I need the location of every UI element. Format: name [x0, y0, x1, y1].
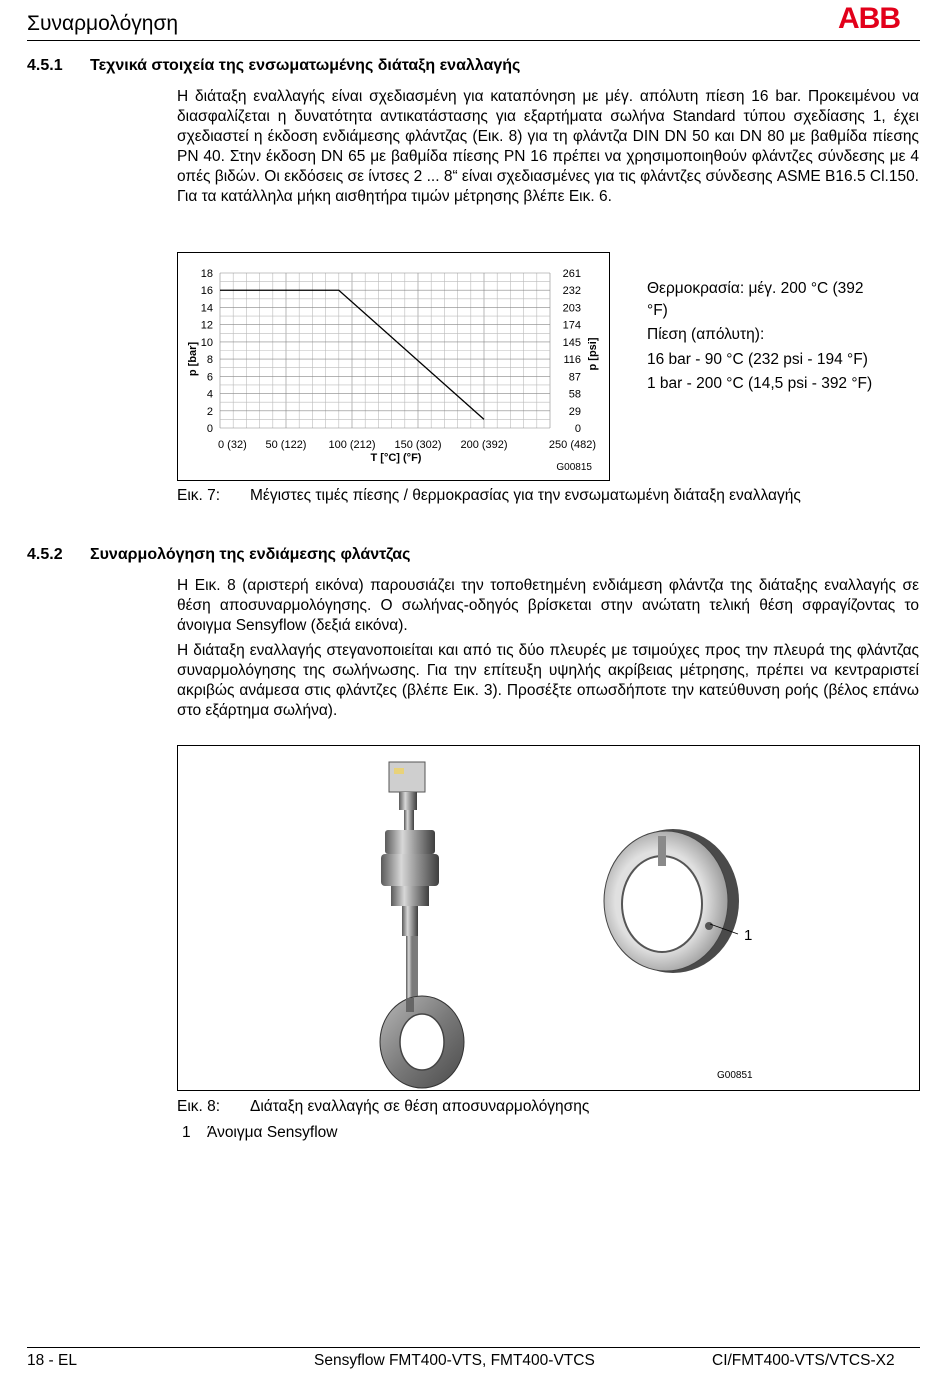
y2-tick-label: 174 — [562, 319, 581, 332]
y-tick-label: 0 — [206, 423, 213, 435]
callout-number: 1 — [744, 927, 753, 944]
y2-tick-label: 145 — [562, 336, 581, 349]
x-tick-label: 250 (482) — [548, 439, 596, 451]
flange-ring-image — [604, 829, 739, 973]
y2-tick-label: 203 — [562, 302, 581, 315]
figure-code: G00851 — [717, 1070, 753, 1081]
page-header-title: Συναρμολόγηση — [27, 12, 179, 35]
x-tick-label: 150 (302) — [394, 439, 442, 451]
x-tick-label: 50 (122) — [265, 439, 307, 451]
footer-divider — [27, 1347, 920, 1348]
chart-note-4: 16 bar - 90 °C (232 psi - 194 °F) — [647, 351, 868, 368]
y-tick-label: 8 — [206, 354, 213, 367]
chart-note-3: Πίεση (απόλυτη): — [647, 326, 765, 343]
chart-grid — [220, 273, 550, 428]
section-title-2: Συναρμολόγηση της ενδιάμεσης φλάντζας — [90, 546, 411, 563]
y-tick-label: 4 — [206, 388, 213, 401]
chart-code: G00815 — [556, 462, 592, 473]
y-axis-label: p [bar] — [187, 341, 199, 377]
y2-tick-label: 58 — [568, 388, 581, 401]
legend-text: Άνοιγμα Sensyflow — [207, 1124, 338, 1141]
chart-svg — [178, 253, 609, 480]
footer-product: Sensyflow FMT400-VTS, FMT400-VTCS — [314, 1352, 595, 1369]
abb-logo: ABB — [838, 2, 900, 35]
y2-tick-label: 0 — [574, 423, 581, 435]
y-tick-label: 16 — [200, 285, 213, 298]
section-number: 4.5.1 — [27, 57, 63, 74]
flange-photo-svg — [178, 746, 919, 1090]
x-tick-label: 100 (212) — [328, 439, 376, 451]
y2-tick-label: 29 — [568, 405, 581, 418]
chart-note-2: °F) — [647, 302, 668, 319]
section-paragraph-2a: Η Εικ. 8 (αριστερή εικόνα) παρουσιάζει την τοποθετημένη ενδιάμεση φλάντζα της διάταξης εναλλαγής σε θέση αποσυναρμολόγησης. Ο σωλήνας-οδηγός βρίσκεται στην ανώτατη τελική θέση σφραγίζοντας το άνοιγμα Sensyflow (δεξιά εικόνα). — [177, 577, 919, 634]
y2-axis-label: p [psi] — [587, 337, 599, 371]
x-axis-label: T [°C] (°F) — [370, 452, 422, 464]
section-paragraph: Η διάταξη εναλλαγής είναι σχεδιασμένη για καταπόνηση με μέγ. απόλυτη πίεση 16 bar. Προκειμένου να διασφαλίζεται η δυνατότητα αντικατάστασης για εξαρτήματα σωλήνα Standard τύπου σχεδίασης 1, έχει σχεδιαστεί η έκδοση ενδιάμεσης φλάντζας (Εικ. 8) για τη φλάντζα DIN DN 50 και DN 80 με βαθμίδα πίεσης PN 40. Στην έκδοση DN 65 με βαθμίδα πίεσης PN 16 πρέπει να χρησιμοποιηθούν φλάντζες σύνδεσης με 4 οπές βιδών. Οι εκδόσεις σε ίντσες 2 ... 8“ είναι σχεδιασμένες για τις φλάντζες σύνδεσης ASME B16.5 Cl.150. Για τα κατάλληλα μήκη αισθητήρα τιμών μέτρησης βλέπε Εικ. 6. — [177, 88, 919, 205]
y2-tick-label: 116 — [563, 354, 581, 367]
section-paragraph-2b: Η διάταξη εναλλαγής στεγανοποιείται και από τις δύο πλευρές με τσιμούχες προς την πλευρά της φλάντζας συναρμολόγησης της σωλήνωσης. Για την επίτευξη υψηλής ακρίβειας μέτρησης, πρέπει να κεντραριστεί ακριβώς ανάμεσα στις φλάντζες (βλέπε Εικ. 3). Προσέξτε οπωσδήποτε την κατεύθυνση ροής (βέλος επάνω στο εξάρτημα σωλήνα). — [177, 642, 919, 719]
y2-tick-label: 261 — [562, 268, 581, 280]
x-tick-label: 0 (32) — [218, 439, 247, 451]
y-tick-label: 2 — [206, 405, 213, 418]
y-tick-label: 10 — [200, 336, 213, 349]
y2-tick-label: 232 — [562, 285, 581, 298]
pressure-temperature-chart — [177, 252, 610, 481]
fig8-caption: Διάταξη εναλλαγής σε θέση αποσυναρμολόγησης — [250, 1098, 590, 1115]
y2-tick-label: 87 — [568, 371, 581, 384]
y-tick-label: 6 — [206, 371, 213, 384]
chart-note-5: 1 bar - 200 °C (14,5 psi - 392 °F) — [647, 375, 873, 392]
fig7-label: Εικ. 7: — [177, 487, 221, 504]
chart-note-1: Θερμοκρασία: μέγ. 200 °C (392 — [647, 280, 864, 297]
y-tick-label: 14 — [200, 302, 213, 315]
section-number-2: 4.5.2 — [27, 546, 63, 563]
fig8-label: Εικ. 8: — [177, 1098, 221, 1115]
footer-page: 18 - EL — [27, 1352, 77, 1369]
legend-number: 1 — [182, 1124, 191, 1141]
assembly-image — [380, 762, 464, 1088]
x-tick-label: 200 (392) — [460, 439, 508, 451]
header-divider — [27, 40, 920, 41]
section-title: Τεχνικά στοιχεία της ενσωματωμένης διάταξη εναλλαγής — [90, 57, 521, 74]
y-tick-label: 12 — [200, 319, 213, 332]
footer-docid: CI/FMT400-VTS/VTCS-X2 — [712, 1352, 895, 1369]
fig7-caption: Μέγιστες τιμές πίεσης / θερμοκρασίας για την ενσωματωμένη διάταξη εναλλαγής — [250, 487, 801, 504]
flange-photo-figure — [177, 745, 920, 1091]
y-tick-label: 18 — [200, 268, 213, 280]
